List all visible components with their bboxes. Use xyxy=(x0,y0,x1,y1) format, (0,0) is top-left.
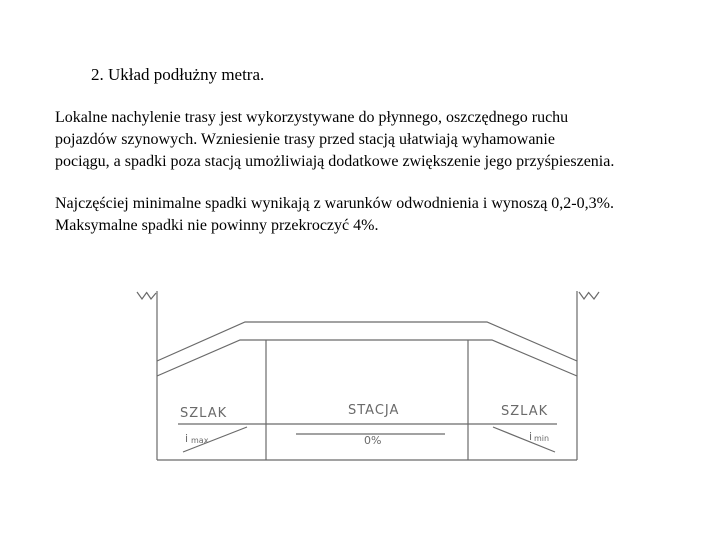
station-gradient-value: 0% xyxy=(364,434,382,447)
paragraph-line: pociągu, a spadki poza stacją umożliwiają dodatkowe zwiększenie jego przyśpieszenia. xyxy=(55,153,615,170)
right-section-label: SZLAK xyxy=(501,404,549,419)
left-section-label: SZLAK xyxy=(180,406,228,421)
section-heading: 2. Układ podłużny metra. xyxy=(91,65,265,84)
paragraph-line: pojazdów szynowych. Wzniesienie trasy przed stacją ułatwiają wyhamowanie xyxy=(55,131,555,148)
track-profile-lower xyxy=(157,340,577,376)
track-profile-upper xyxy=(157,322,577,361)
left-gradient-symbol: i xyxy=(185,432,189,445)
station-label: STACJA xyxy=(348,403,400,418)
left-gradient-subscript: max xyxy=(191,436,209,445)
right-ground-hatch xyxy=(579,292,599,299)
paragraph-line: Lokalne nachylenie trasy jest wykorzystywane do płynnego, oszczędnego ruchu xyxy=(55,109,569,126)
left-ground-hatch xyxy=(137,292,156,299)
right-gradient-subscript: min xyxy=(534,434,550,443)
paragraph-line: Maksymalne spadki nie powinny przekroczyć 4%. xyxy=(55,217,379,234)
paragraph-line: Najczęściej minimalne spadki wynikają z warunków odwodnienia i wynoszą 0,2-0,3%. xyxy=(55,195,614,212)
right-gradient-symbol: i xyxy=(529,430,533,443)
